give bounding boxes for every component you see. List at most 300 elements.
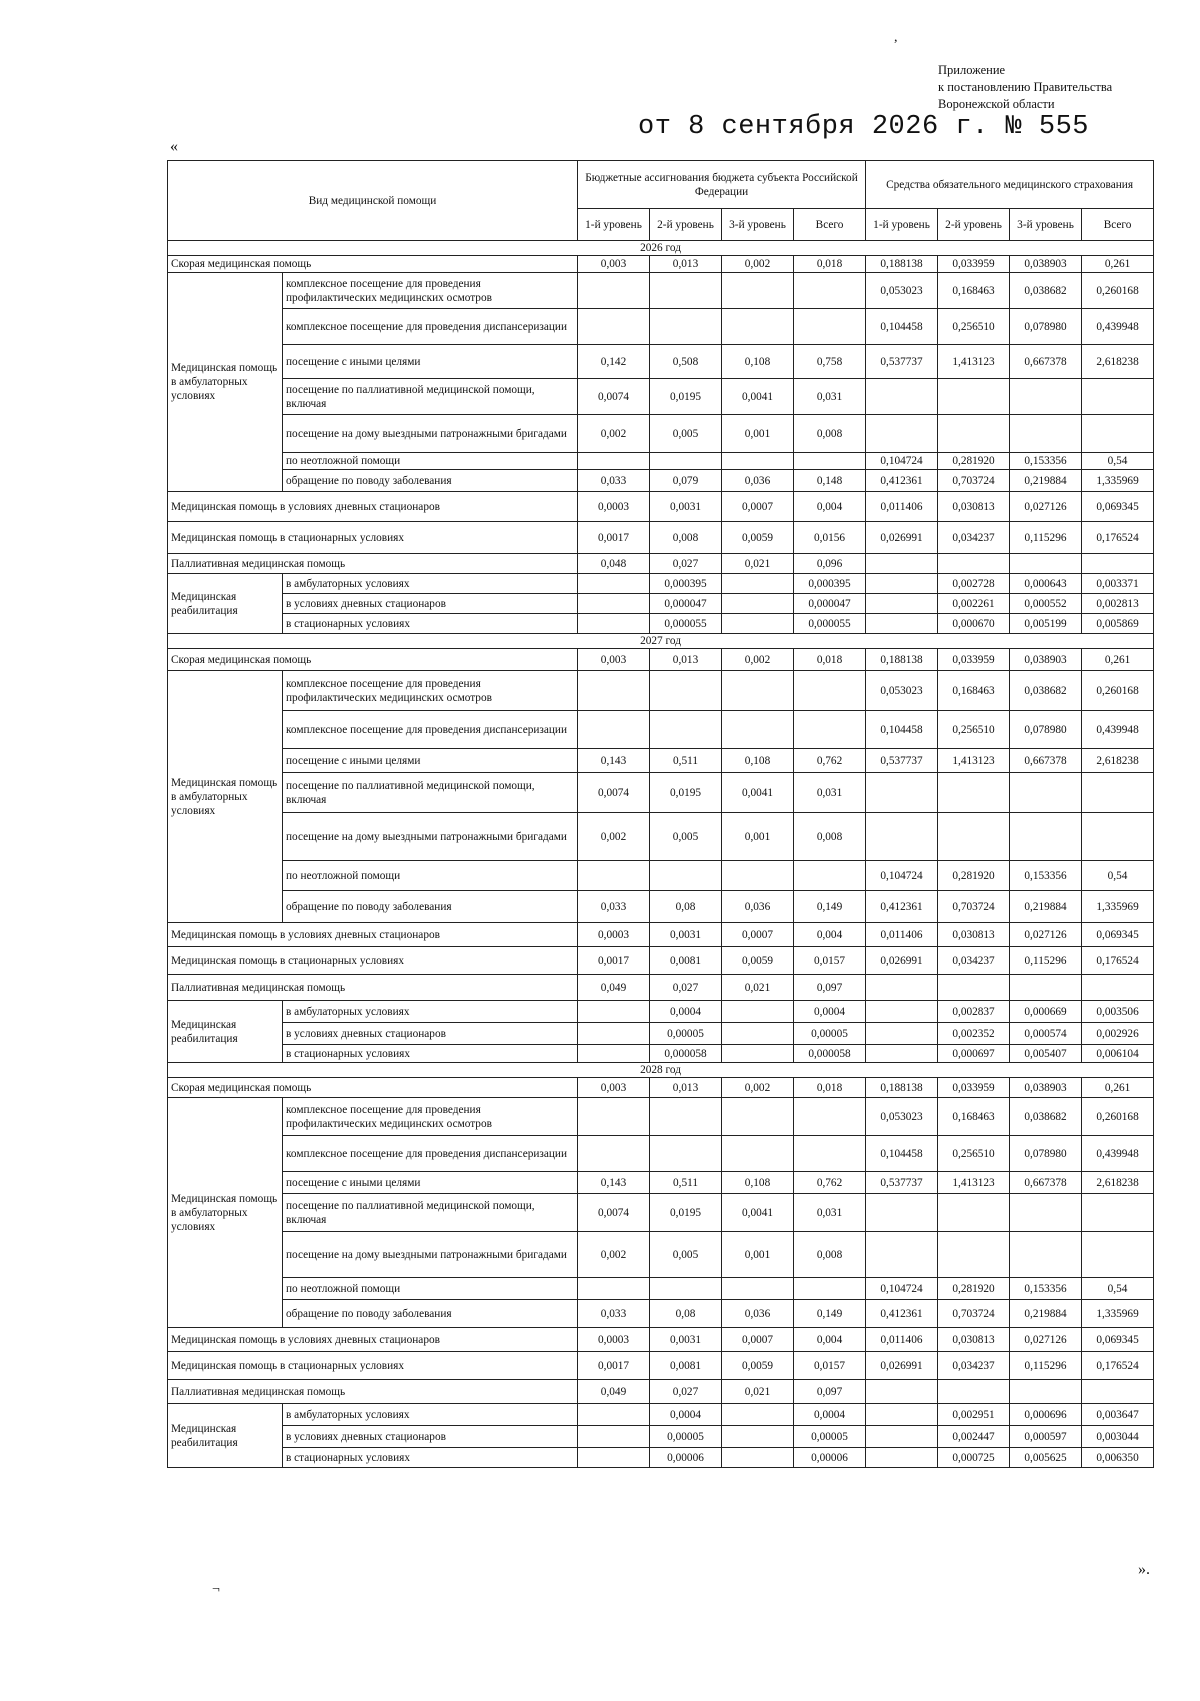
value-cell [650, 1136, 722, 1172]
value-cell: 0,188138 [866, 649, 938, 671]
value-cell: 0,00006 [650, 1448, 722, 1468]
value-cell: 0,097 [794, 975, 866, 1001]
value-cell: 0,036 [722, 470, 794, 492]
value-cell [722, 273, 794, 309]
value-cell: 1,413123 [938, 345, 1010, 379]
value-cell: 0,005407 [1010, 1045, 1082, 1063]
value-cell: 0,078980 [1010, 309, 1082, 345]
value-cell [578, 671, 650, 711]
value-cell: 0,002728 [938, 574, 1010, 594]
sub-header: Всего [794, 209, 866, 241]
value-cell: 0,003 [578, 1078, 650, 1098]
value-cell: 0,000697 [938, 1045, 1010, 1063]
table-row [168, 1001, 1154, 1023]
value-cell [938, 773, 1010, 813]
value-cell: 0,002813 [1082, 594, 1154, 614]
value-cell: 0,005869 [1082, 614, 1154, 634]
value-cell [1082, 1380, 1154, 1404]
value-cell: 0,104724 [866, 1278, 938, 1300]
sub-row-label: в стационарных условиях [283, 1045, 578, 1063]
value-cell: 0,260168 [1082, 273, 1154, 309]
value-cell: 0,000552 [1010, 594, 1082, 614]
value-cell: 0,097 [794, 1380, 866, 1404]
value-cell [1010, 1194, 1082, 1232]
value-cell: 0,188138 [866, 1078, 938, 1098]
value-cell: 0,036 [722, 891, 794, 923]
value-cell [794, 1098, 866, 1136]
value-cell: 0,153356 [1010, 861, 1082, 891]
value-cell: 0,003 [578, 649, 650, 671]
value-cell: 0,0157 [794, 1352, 866, 1380]
col-kind-header: Вид медицинской помощи [168, 161, 578, 241]
value-cell [1082, 975, 1154, 1001]
value-cell [722, 861, 794, 891]
value-cell: 0,0007 [722, 923, 794, 947]
value-cell: 0,0017 [578, 947, 650, 975]
value-cell [866, 1023, 938, 1045]
value-cell: 0,002951 [938, 1404, 1010, 1426]
value-cell: 0,078980 [1010, 711, 1082, 749]
group-label: Медицинская реабилитация [168, 1404, 283, 1468]
value-cell [866, 1232, 938, 1278]
value-cell: 0,0081 [650, 1352, 722, 1380]
value-cell: 0,034237 [938, 947, 1010, 975]
table-row [168, 1172, 1154, 1194]
table-row [168, 1098, 1154, 1136]
value-cell [938, 1194, 1010, 1232]
group-label: Медицинская реабилитация [168, 574, 283, 634]
value-cell [1082, 1232, 1154, 1278]
value-cell: 0,176524 [1082, 947, 1154, 975]
value-cell [938, 554, 1010, 574]
sub-row-label: в условиях дневных стационаров [283, 1023, 578, 1045]
group-label: Медицинская помощь в амбулаторных условиях [168, 273, 283, 492]
value-cell: 0,005625 [1010, 1448, 1082, 1468]
table-row [168, 1352, 1154, 1380]
value-cell [938, 1232, 1010, 1278]
table-row [168, 345, 1154, 379]
value-cell: 0,703724 [938, 470, 1010, 492]
value-cell: 0,049 [578, 975, 650, 1001]
value-cell: 0,026991 [866, 522, 938, 554]
value-cell: 0,004 [794, 923, 866, 947]
table-row [168, 309, 1154, 345]
value-cell [938, 813, 1010, 861]
value-cell [650, 1098, 722, 1136]
value-cell: 0,0004 [650, 1001, 722, 1023]
sub-row-label: в стационарных условиях [283, 1448, 578, 1468]
value-cell: 0,096 [794, 554, 866, 574]
value-cell [578, 1404, 650, 1426]
table-row [168, 256, 1154, 273]
value-cell [1010, 554, 1082, 574]
value-cell: 0,667378 [1010, 749, 1082, 773]
value-cell [1082, 554, 1154, 574]
value-cell: 0,008 [794, 813, 866, 861]
value-cell: 0,08 [650, 891, 722, 923]
value-cell: 0,000058 [794, 1045, 866, 1063]
table-row [168, 813, 1154, 861]
value-cell: 0,000055 [794, 614, 866, 634]
value-cell: 0,002926 [1082, 1023, 1154, 1045]
value-cell [722, 1278, 794, 1300]
value-cell: 0,030813 [938, 492, 1010, 522]
sub-row-label: посещение по паллиативной медицинской помощи, включая [283, 379, 578, 415]
value-cell: 0,176524 [1082, 522, 1154, 554]
value-cell: 0,000643 [1010, 574, 1082, 594]
sub-row-label: комплексное посещение для проведения профилактических медицинских осмотров [283, 1098, 578, 1136]
value-cell: 0,001 [722, 415, 794, 453]
value-cell [578, 594, 650, 614]
value-cell: 0,005 [650, 415, 722, 453]
value-cell: 0,018 [794, 649, 866, 671]
value-cell: 0,004 [794, 1328, 866, 1352]
value-cell [866, 813, 938, 861]
value-cell: 0,000047 [650, 594, 722, 614]
value-cell: 0,537737 [866, 749, 938, 773]
value-cell: 2,618238 [1082, 749, 1154, 773]
row-label: Медицинская помощь в условиях дневных стационаров [168, 492, 578, 522]
value-cell: 0,002352 [938, 1023, 1010, 1045]
value-cell [722, 1098, 794, 1136]
table-row [168, 470, 1154, 492]
sub-row-label: в условиях дневных стационаров [283, 594, 578, 614]
table-row [168, 453, 1154, 470]
value-cell: 0,033 [578, 891, 650, 923]
value-cell: 0,104458 [866, 711, 938, 749]
value-cell [578, 1448, 650, 1468]
value-cell: 0,115296 [1010, 522, 1082, 554]
value-cell [794, 1278, 866, 1300]
header-line-3: Воронежской области [938, 97, 1055, 111]
value-cell [866, 975, 938, 1001]
value-cell: 1,335969 [1082, 891, 1154, 923]
value-cell: 0,011406 [866, 1328, 938, 1352]
group-label: Медицинская помощь в амбулаторных условиях [168, 1098, 283, 1328]
value-cell: 0,0074 [578, 1194, 650, 1232]
value-cell: 0,08 [650, 1300, 722, 1328]
value-cell: 0,000669 [1010, 1001, 1082, 1023]
table-row [168, 1300, 1154, 1328]
value-cell [578, 1098, 650, 1136]
value-cell: 0,115296 [1010, 1352, 1082, 1380]
value-cell: 0,021 [722, 1380, 794, 1404]
value-cell [578, 711, 650, 749]
value-cell: 0,006350 [1082, 1448, 1154, 1468]
table-row [168, 1328, 1154, 1352]
value-cell: 0,219884 [1010, 891, 1082, 923]
value-cell: 0,003647 [1082, 1404, 1154, 1426]
value-cell: 0,439948 [1082, 711, 1154, 749]
value-cell [794, 671, 866, 711]
value-cell: 0,000670 [938, 614, 1010, 634]
sub-row-label: по неотложной помощи [283, 861, 578, 891]
value-cell [722, 1136, 794, 1172]
value-cell: 0,002 [578, 415, 650, 453]
value-cell [722, 1023, 794, 1045]
value-cell [1010, 415, 1082, 453]
value-cell [866, 1045, 938, 1063]
value-cell: 0,149 [794, 891, 866, 923]
value-cell: 0,003 [578, 256, 650, 273]
value-cell: 0,0031 [650, 492, 722, 522]
value-cell [866, 415, 938, 453]
value-cell [794, 453, 866, 470]
value-cell: 0,008 [794, 1232, 866, 1278]
value-cell: 0,0059 [722, 947, 794, 975]
value-cell: 0,053023 [866, 273, 938, 309]
header-line-2: к постановлению Правительства [938, 80, 1113, 94]
value-cell: 0,703724 [938, 891, 1010, 923]
value-cell: 0,031 [794, 379, 866, 415]
value-cell [650, 1278, 722, 1300]
value-cell: 0,108 [722, 1172, 794, 1194]
value-cell [866, 1404, 938, 1426]
value-cell: 0,104458 [866, 309, 938, 345]
value-cell [1010, 379, 1082, 415]
sub-row-label: обращение по поводу заболевания [283, 1300, 578, 1328]
value-cell [1010, 1232, 1082, 1278]
value-cell [578, 574, 650, 594]
value-cell: 0,703724 [938, 1300, 1010, 1328]
value-cell [650, 671, 722, 711]
value-cell: 0,038682 [1010, 671, 1082, 711]
value-cell: 0,079 [650, 470, 722, 492]
table-row [168, 379, 1154, 415]
oms-group-header: Средства обязательного медицинского страхования [866, 161, 1154, 209]
value-cell: 0,0017 [578, 1352, 650, 1380]
value-cell: 0,0041 [722, 1194, 794, 1232]
value-cell: 0,0003 [578, 492, 650, 522]
value-cell: 0,011406 [866, 923, 938, 947]
value-cell: 0,412361 [866, 1300, 938, 1328]
value-cell [650, 273, 722, 309]
value-cell [866, 1194, 938, 1232]
group-label: Медицинская помощь в амбулаторных условиях [168, 671, 283, 923]
value-cell: 0,030813 [938, 923, 1010, 947]
value-cell: 0,034237 [938, 1352, 1010, 1380]
value-cell: 0,000696 [1010, 1404, 1082, 1426]
table-row [168, 891, 1154, 923]
row-label: Паллиативная медицинская помощь [168, 1380, 578, 1404]
value-cell [866, 1448, 938, 1468]
value-cell: 0,078980 [1010, 1136, 1082, 1172]
value-cell: 0,003371 [1082, 574, 1154, 594]
value-cell [722, 671, 794, 711]
value-cell: 0,0195 [650, 1194, 722, 1232]
value-cell: 0,261 [1082, 256, 1154, 273]
value-cell: 0,00006 [794, 1448, 866, 1468]
sub-row-label: комплексное посещение для проведения диспансеризации [283, 711, 578, 749]
value-cell [866, 1001, 938, 1023]
value-cell [578, 614, 650, 634]
value-cell: 0,033 [578, 1300, 650, 1328]
data-table [167, 160, 1154, 1468]
value-cell: 0,176524 [1082, 1352, 1154, 1380]
value-cell [866, 594, 938, 614]
sub-row-label: в условиях дневных стационаров [283, 1426, 578, 1448]
value-cell: 0,027126 [1010, 923, 1082, 947]
row-label: Скорая медицинская помощь [168, 649, 578, 671]
sub-header: 2-й уровень [650, 209, 722, 241]
value-cell: 0,002837 [938, 1001, 1010, 1023]
value-cell: 0,281920 [938, 453, 1010, 470]
value-cell: 0,412361 [866, 470, 938, 492]
value-cell: 0,0059 [722, 522, 794, 554]
value-cell: 0,021 [722, 975, 794, 1001]
table-row [168, 554, 1154, 574]
value-cell: 0,005 [650, 1232, 722, 1278]
value-cell: 0,762 [794, 749, 866, 773]
value-cell: 0,667378 [1010, 1172, 1082, 1194]
value-cell [794, 1136, 866, 1172]
value-cell: 0,0195 [650, 379, 722, 415]
value-cell: 0,0157 [794, 947, 866, 975]
year-label: 2027 год [168, 634, 1154, 649]
value-cell [722, 1001, 794, 1023]
table-row [168, 1136, 1154, 1172]
value-cell: 0,0074 [578, 379, 650, 415]
value-cell: 0,0004 [650, 1404, 722, 1426]
value-cell [866, 614, 938, 634]
value-cell: 0,00005 [794, 1426, 866, 1448]
value-cell: 0,148 [794, 470, 866, 492]
table-row [168, 1045, 1154, 1063]
value-cell: 0,013 [650, 649, 722, 671]
value-cell: 0,256510 [938, 1136, 1010, 1172]
row-label: Медицинская помощь в условиях дневных стационаров [168, 1328, 578, 1352]
value-cell: 0,000047 [794, 594, 866, 614]
row-label: Паллиативная медицинская помощь [168, 554, 578, 574]
value-cell [794, 861, 866, 891]
sub-header: 1-й уровень [866, 209, 938, 241]
value-cell: 0,027 [650, 975, 722, 1001]
row-label: Медицинская помощь в стационарных условиях [168, 947, 578, 975]
value-cell [794, 309, 866, 345]
value-cell [722, 711, 794, 749]
value-cell [938, 975, 1010, 1001]
value-cell: 0,256510 [938, 309, 1010, 345]
table-row [168, 975, 1154, 1001]
value-cell: 0,0041 [722, 379, 794, 415]
document-header [938, 62, 1112, 113]
value-cell [578, 309, 650, 345]
value-cell: 0,256510 [938, 711, 1010, 749]
table-row [168, 773, 1154, 813]
value-cell: 0,021 [722, 554, 794, 574]
sub-row-label: посещение с иными целями [283, 749, 578, 773]
value-cell: 0,027126 [1010, 492, 1082, 522]
value-cell: 0,026991 [866, 1352, 938, 1380]
value-cell: 0,013 [650, 1078, 722, 1098]
value-cell: 0,260168 [1082, 1098, 1154, 1136]
value-cell: 0,038682 [1010, 273, 1082, 309]
value-cell: 0,006104 [1082, 1045, 1154, 1063]
sub-row-label: в амбулаторных условиях [283, 1404, 578, 1426]
table-row [168, 415, 1154, 453]
value-cell [1082, 379, 1154, 415]
year-row [168, 241, 1154, 256]
value-cell: 0,000574 [1010, 1023, 1082, 1045]
value-cell: 0,667378 [1010, 345, 1082, 379]
value-cell: 0,002 [578, 813, 650, 861]
value-cell [650, 453, 722, 470]
value-cell: 0,260168 [1082, 671, 1154, 711]
table-row [168, 1278, 1154, 1300]
value-cell [578, 861, 650, 891]
table-row [168, 1232, 1154, 1278]
value-cell: 0,038903 [1010, 649, 1082, 671]
value-cell: 0,537737 [866, 1172, 938, 1194]
value-cell: 0,000395 [794, 574, 866, 594]
year-label: 2026 год [168, 241, 1154, 256]
sub-row-label: комплексное посещение для проведения диспансеризации [283, 1136, 578, 1172]
sub-row-label: в стационарных условиях [283, 614, 578, 634]
value-cell: 0,038903 [1010, 1078, 1082, 1098]
value-cell: 0,003506 [1082, 1001, 1154, 1023]
value-cell: 0,034237 [938, 522, 1010, 554]
value-cell: 0,0156 [794, 522, 866, 554]
value-cell [578, 1001, 650, 1023]
value-cell: 0,000597 [1010, 1426, 1082, 1448]
value-cell [578, 1426, 650, 1448]
value-cell: 0,00005 [650, 1023, 722, 1045]
value-cell: 0,0003 [578, 923, 650, 947]
value-cell: 0,143 [578, 749, 650, 773]
value-cell [1010, 773, 1082, 813]
table-row [168, 711, 1154, 749]
value-cell: 0,261 [1082, 649, 1154, 671]
stray-mark: , [894, 30, 898, 45]
value-cell [722, 614, 794, 634]
value-cell: 0,038682 [1010, 1098, 1082, 1136]
value-cell [938, 379, 1010, 415]
table-row [168, 594, 1154, 614]
value-cell: 0,508 [650, 345, 722, 379]
value-cell: 0,439948 [1082, 309, 1154, 345]
table-row [168, 749, 1154, 773]
row-label: Медицинская помощь в условиях дневных стационаров [168, 923, 578, 947]
table-row [168, 614, 1154, 634]
table-row [168, 273, 1154, 309]
value-cell: 0,001 [722, 813, 794, 861]
value-cell: 0,033959 [938, 256, 1010, 273]
table-row [168, 522, 1154, 554]
value-cell [722, 309, 794, 345]
value-cell: 0,002 [578, 1232, 650, 1278]
value-cell: 0,008 [794, 415, 866, 453]
value-cell: 0,013 [650, 256, 722, 273]
row-label: Скорая медицинская помощь [168, 1078, 578, 1098]
value-cell [1010, 813, 1082, 861]
sub-row-label: посещение по паллиативной медицинской помощи, включая [283, 1194, 578, 1232]
value-cell: 0,153356 [1010, 1278, 1082, 1300]
value-cell: 0,104724 [866, 861, 938, 891]
value-cell [1010, 975, 1082, 1001]
sub-row-label: посещение по паллиативной медицинской помощи, включая [283, 773, 578, 813]
stray-mark: ¬ [212, 1582, 220, 1597]
value-cell: 0,033 [578, 470, 650, 492]
table-row [168, 947, 1154, 975]
value-cell: 1,413123 [938, 1172, 1010, 1194]
sub-header: 3-й уровень [1010, 209, 1082, 241]
sub-row-label: посещение на дому выездными патронажными бригадами [283, 813, 578, 861]
value-cell: 0,0031 [650, 1328, 722, 1352]
sub-row-label: обращение по поводу заболевания [283, 891, 578, 923]
value-cell: 0,143 [578, 1172, 650, 1194]
value-cell: 0,002 [722, 256, 794, 273]
order-date-number: от 8 сентября 2026 г. № 555 [638, 112, 1089, 142]
